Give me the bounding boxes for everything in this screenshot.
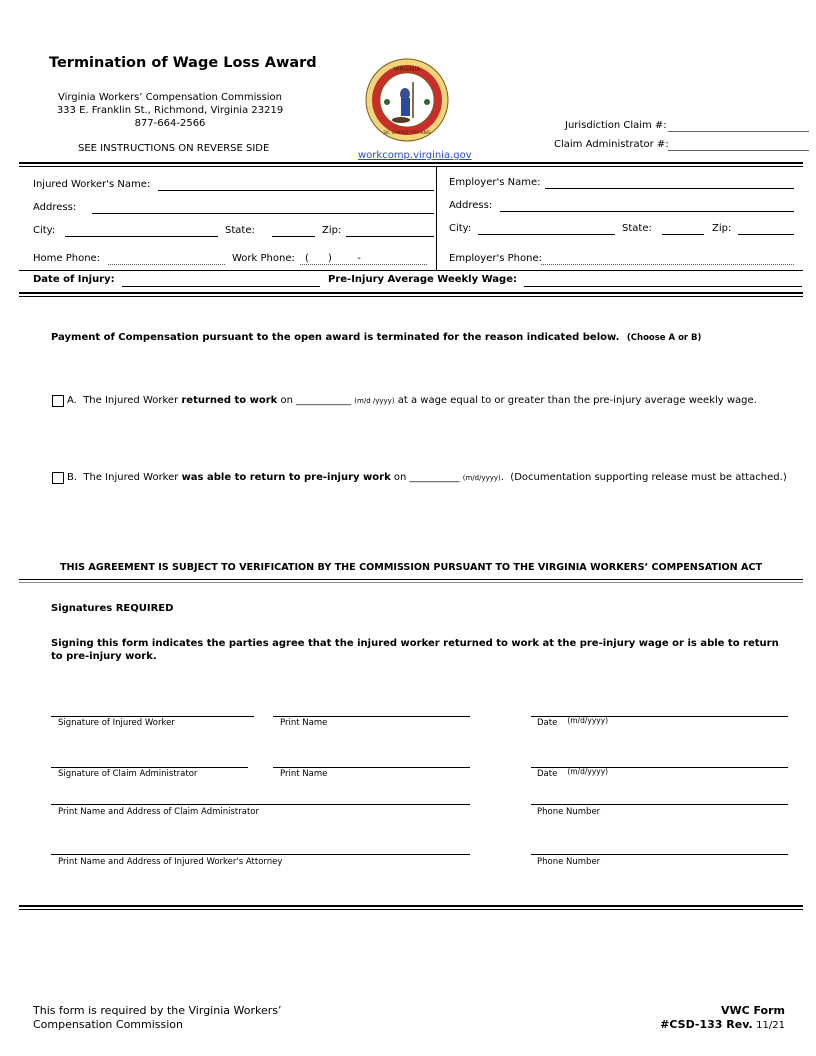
employer-zip-label: Zip: [712,223,732,234]
admin-date-label-text: Date [537,769,558,779]
admin-address-label: Print Name and Address of Claim Administrator [58,807,259,817]
worker-signature-field[interactable] [51,716,254,717]
org-name: Virginia Workers’ Compensation Commission [57,92,283,103]
worker-address-field[interactable] [92,213,434,214]
option-b-checkbox[interactable] [52,472,64,484]
header-divider [19,162,803,167]
worker-name-field[interactable] [158,190,434,191]
verification-rule-2 [19,582,803,583]
worker-print-name-label: Print Name [280,718,328,728]
footer-form-id [660,1004,785,1033]
seal-text-top: VIRGINIA [393,66,421,73]
employer-zip-field[interactable] [738,234,794,235]
jurisdiction-claim-field[interactable] [668,131,809,132]
payment-heading [51,332,701,343]
work-phone-format: ( ) - [305,253,361,264]
footer-required-note [33,1004,281,1032]
employer-name-field[interactable] [545,188,794,189]
option-a-checkbox[interactable] [52,395,64,407]
attorney-phone-label: Phone Number [537,857,601,867]
footer-divider [19,905,803,910]
seal-text-bottom: SIC SEMPER TYRANNIS [383,130,431,135]
verification-rule [19,579,803,580]
work-phone-field[interactable] [300,264,427,265]
footer-required-line1: This form is required by the Virginia Workers’ [33,1004,282,1017]
worker-name-label: Injured Worker's Name: [33,179,151,190]
worker-zip-label: Zip: [322,225,342,236]
option-b-middle: on __________ [390,472,463,483]
option-a-middle: on ___________ [277,395,355,406]
jurisdiction-claim-label: Jurisdiction Claim #: [565,120,667,131]
work-phone-label: Work Phone: [232,253,295,264]
column-divider [436,166,437,270]
form-title: Termination of Wage Loss Award [49,55,317,71]
employer-city-field[interactable] [478,234,615,235]
employer-address-label: Address: [449,200,493,211]
admin-date-hint: (m/d/yyyy) [567,767,609,776]
claim-admin-label: Claim Administrator #: [554,139,669,150]
footer-required-line2: Compensation Commission [33,1018,184,1031]
home-phone-field[interactable] [108,264,225,265]
worker-city-label: City: [33,225,56,236]
admin-signature-field[interactable] [51,767,248,768]
attorney-phone-field[interactable] [531,854,788,855]
injury-top-rule [19,270,803,271]
worker-date-hint: (m/d/yyyy) [567,716,609,725]
signatures-statement: Signing this form indicates the parties agree that the injured worker returned to work at the pre-injury wage or is able to return to pre-injury work. [51,638,779,662]
admin-address-field[interactable] [51,804,470,805]
option-a-text [67,395,757,406]
option-b-text [67,472,787,483]
footer-revision: 11/21 [756,1020,785,1031]
employer-state-label: State: [622,223,652,234]
injury-date-label: Date of Injury: [33,274,115,285]
home-phone-label: Home Phone: [33,253,101,264]
option-a-date-hint: (m/d /yyyy) [354,397,395,405]
option-b-bold: was able to return to pre-injury work [181,472,391,483]
employer-phone-label: Employer's Phone: [449,253,542,264]
footer-form-number: #CSD-133 Rev. [660,1018,753,1031]
org-block [49,91,291,130]
option-a-bold: returned to work [181,395,278,406]
claim-admin-field[interactable] [668,150,809,151]
admin-print-name-label: Print Name [280,769,328,779]
website-link[interactable]: workcomp.virginia.gov [358,150,472,161]
attorney-address-label: Print Name and Address of Injured Worker's Attorney [58,857,283,867]
admin-phone-field[interactable] [531,804,788,805]
employer-phone-field[interactable] [541,264,794,265]
worker-date-label-text: Date [537,718,558,728]
employer-state-field[interactable] [662,234,704,235]
worker-print-name-field[interactable] [273,716,470,717]
signatures-heading: Signatures REQUIRED [51,603,174,614]
worker-address-label: Address: [33,202,77,213]
option-a-suffix: at a wage equal to or greater than the pre-injury average weekly wage. [394,395,757,406]
virginia-seal [365,58,449,142]
section-divider [19,292,803,297]
worker-state-label: State: [225,225,255,236]
worker-city-field[interactable] [65,236,218,237]
admin-print-name-field[interactable] [273,767,470,768]
option-b-prefix: B. The Injured Worker [67,472,182,483]
employer-address-field[interactable] [500,211,794,212]
worker-signature-label: Signature of Injured Worker [58,718,175,728]
option-b-suffix: . (Documentation supporting release must be attached.) [500,472,787,483]
worker-state-field[interactable] [272,236,315,237]
option-b-date-hint: (m/d/yyyy) [462,474,501,482]
attorney-address-field[interactable] [51,854,470,855]
instructions-note: SEE INSTRUCTIONS ON REVERSE SIDE [78,143,270,154]
admin-signature-label: Signature of Claim Administrator [58,769,198,779]
admin-phone-label: Phone Number [537,807,601,817]
weekly-wage-field[interactable] [524,286,802,287]
admin-date-label [537,769,608,779]
worker-zip-field[interactable] [346,236,434,237]
employer-city-label: City: [449,223,472,234]
weekly-wage-label: Pre-Injury Average Weekly Wage: [328,274,517,285]
choose-note: (Choose A or B) [626,333,702,343]
option-a-prefix: A. The Injured Worker [67,395,182,406]
worker-date-label [537,718,608,728]
verification-notice: THIS AGREEMENT IS SUBJECT TO VERIFICATION BY THE COMMISSION PURSUANT TO THE VIRGINIA WORKERS’ COMPENSATION ACT [60,562,763,573]
org-address: 333 E. Franklin St., Richmond, Virginia 23219 [56,105,284,116]
org-phone: 877-664-2566 [134,118,206,129]
payment-heading-text: Payment of Compensation pursuant to the open award is terminated for the reason indicated below. [51,332,620,343]
employer-name-label: Employer's Name: [449,177,541,188]
footer-form-name: VWC Form [720,1004,785,1017]
injury-date-field[interactable] [122,286,320,287]
